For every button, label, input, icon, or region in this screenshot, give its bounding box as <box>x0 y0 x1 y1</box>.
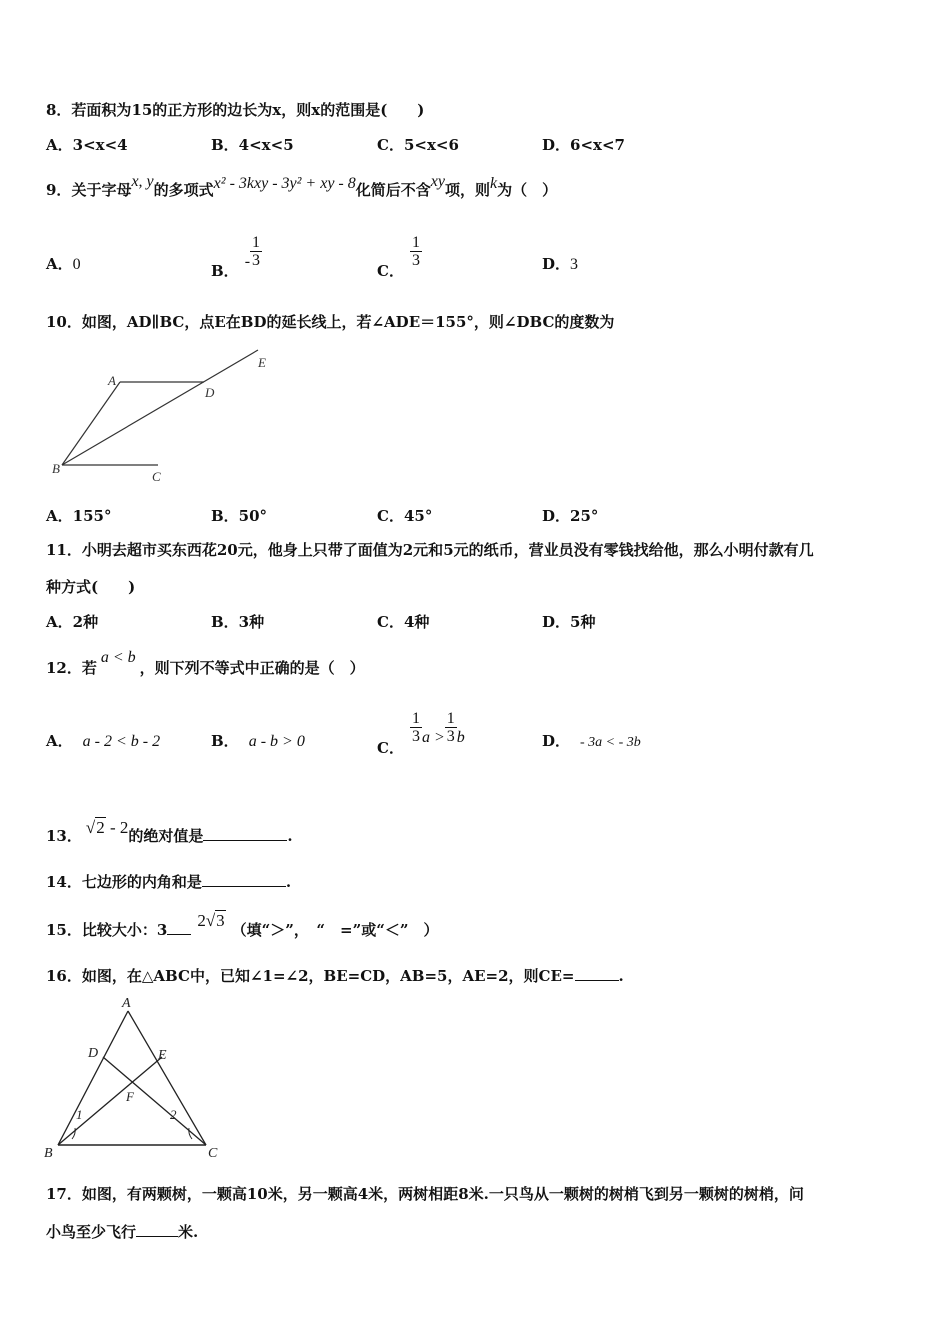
q10-label-c: C <box>152 469 161 484</box>
q10-stem: 10．如图，AD∥BC，点E在BD的延长线上，若∠ADE＝155°，则∠DBC的度数为 <box>46 313 615 331</box>
q12-c-left-numerator: 1 <box>411 710 420 727</box>
q9-term: xy <box>430 173 445 190</box>
q9-value-d: 3 <box>570 256 579 273</box>
q9-polynomial: x² - 3kxy - 3y² + xy - 8 <box>213 175 356 192</box>
q12-fraction-c-left <box>410 710 422 745</box>
q17-stem-line1: 17．如图，有两颗树，一颗高10米，另一颗高4米，两树相距8米.一只鸟从一颗树的树梢飞到另一颗树的树梢，问 <box>46 1185 804 1203</box>
q16-label-d: D <box>88 1046 99 1061</box>
q12-label-d: D． <box>542 732 571 750</box>
q13-num: 13． <box>46 827 82 845</box>
q9-text-5: 为（ ） <box>497 181 558 199</box>
q8-option-a: A．3<x<4 <box>46 136 128 154</box>
q16-segment-cd <box>103 1057 206 1145</box>
q10-label-a: A <box>108 373 116 388</box>
q9-option-b <box>211 232 262 280</box>
q9-label-b: B． <box>211 261 239 280</box>
q9-label-d: D． <box>542 255 571 273</box>
q15-text-1: 15．比较大小：3 <box>46 921 168 939</box>
q16-label-1: 1 <box>76 1107 83 1122</box>
q9-label-c: C． <box>377 261 404 280</box>
q11-option-d: D．5种 <box>542 613 596 631</box>
q13-expression-rest: - 2 <box>105 818 129 837</box>
q13-end: . <box>287 827 293 845</box>
q12-c-end: b <box>456 728 465 746</box>
q12-condition: a < b <box>100 649 136 666</box>
q13-text-2: 的绝对值是 <box>128 827 204 845</box>
q12-stem <box>46 649 365 679</box>
q12-text-2: ，则下列不等式中正确的是（ ） <box>139 659 365 677</box>
q9-value-a: 0 <box>72 256 81 273</box>
q16-label-a: A <box>122 996 131 1011</box>
q14-answer-blank[interactable] <box>202 886 286 887</box>
q15-coefficient: 2 <box>197 911 206 930</box>
q16-text: 16．如图，在△ABC中，已知∠1=∠2，BE=CD，AB=5，AE=2，则CE= <box>46 967 575 985</box>
q12-option-a <box>46 731 160 752</box>
q12-c-right-numerator: 1 <box>446 710 455 727</box>
q12-c-left-denominator: 3 <box>411 728 420 745</box>
q10-option-a: A．155° <box>46 507 112 525</box>
q9-label-a: A． <box>46 255 73 273</box>
q10-option-d: D．25° <box>542 507 599 525</box>
q16-segment-ac <box>128 1011 206 1145</box>
q15-expression: 2√3 <box>197 911 225 930</box>
q10-label-b: B <box>52 461 60 476</box>
q12-option-d <box>542 731 641 753</box>
q12-num: 12．若 <box>46 659 97 677</box>
q9-text-4: 项，则 <box>444 181 490 199</box>
q9-vars: x, y <box>131 173 154 190</box>
q10-segment-ab <box>62 382 120 465</box>
q16-label-f: F <box>126 1089 134 1104</box>
q16-answer-blank[interactable] <box>575 980 619 981</box>
q8-option-b: B．4<x<5 <box>211 136 294 154</box>
q9-text-1: 关于字母 <box>71 181 132 199</box>
q15-text-2: （填“＞”， “ =”或“＜” ） <box>231 921 439 939</box>
q9-b-denominator: 3 <box>252 252 261 269</box>
q9-fraction-b <box>250 234 262 269</box>
q9-text-3: 化简后不含 <box>355 181 431 199</box>
q10-label-e: E <box>258 355 266 370</box>
q17-answer-blank[interactable] <box>136 1236 178 1237</box>
q12-c-right-denominator: 3 <box>446 728 455 745</box>
q12-label-a: A． <box>46 732 73 750</box>
q11-option-b: B．3种 <box>211 613 265 631</box>
q13-expression: √2 - 2 <box>85 818 129 837</box>
q16-figure <box>40 995 230 1165</box>
q16-stem <box>46 966 624 986</box>
q12-expr-b: a - b > 0 <box>248 733 305 750</box>
q9-fraction-c <box>410 234 422 269</box>
q9-sign-b: - <box>244 252 251 270</box>
q9-c-denominator: 3 <box>411 252 420 269</box>
q17-text: 小鸟至少飞行 <box>46 1223 137 1241</box>
q9-option-a <box>46 254 81 275</box>
q15-radicand: 3 <box>216 911 225 930</box>
q10-segment-be <box>62 350 258 465</box>
q16-label-2: 2 <box>170 1107 177 1122</box>
q13-answer-blank[interactable] <box>203 840 287 841</box>
q12-label-b: B． <box>211 732 239 750</box>
q9-text-2: 的多项式 <box>153 181 214 199</box>
q9-option-c <box>377 232 422 280</box>
q8-option-c: C．5<x<6 <box>377 136 459 154</box>
q15-answer-blank[interactable] <box>167 934 191 935</box>
q14-text: 14．七边形的内角和是 <box>46 873 202 891</box>
q11-option-a: A．2种 <box>46 613 99 631</box>
q14-stem <box>46 872 291 892</box>
q12-option-b <box>211 731 305 752</box>
q13-radicand: 2 <box>96 818 105 837</box>
q12-c-middle: a > <box>421 728 445 746</box>
q16-label-b: B <box>44 1146 53 1161</box>
q14-end: . <box>285 873 292 891</box>
q9-k: k <box>490 175 498 192</box>
q12-option-c <box>377 708 465 757</box>
q9-option-d <box>542 254 578 275</box>
q9-c-numerator: 1 <box>411 234 420 251</box>
q17-stem-line2 <box>46 1222 198 1242</box>
q16-segment-be <box>58 1057 162 1145</box>
q17-end: 米. <box>178 1223 199 1241</box>
q10-figure <box>46 345 286 490</box>
q13-stem <box>46 818 293 846</box>
q16-segment-ab <box>58 1011 128 1145</box>
q11-stem-line1: 11．小明去超市买东西花20元，他身上只带了面值为2元和5元的纸币，营业员没有零钱找给他，那么小明付款有几 <box>46 541 814 559</box>
q12-label-c: C． <box>377 738 404 757</box>
q11-stem-line2: 种方式( ) <box>46 578 136 596</box>
q16-label-c: C <box>208 1146 218 1161</box>
q9-b-numerator: 1 <box>252 234 261 251</box>
q16-end: . <box>618 967 624 985</box>
q9-num: 9． <box>46 181 72 199</box>
q11-option-c: C．4种 <box>377 613 430 631</box>
q12-expr-d: - 3a < - 3b <box>580 735 641 750</box>
q15-stem <box>46 911 439 940</box>
q10-label-d: D <box>205 385 215 400</box>
q16-label-e: E <box>158 1048 167 1063</box>
q9-stem <box>46 173 558 201</box>
q8-option-d: D．6<x<7 <box>542 136 625 154</box>
q12-expr-a: a - 2 < b - 2 <box>82 733 161 750</box>
q10-option-b: B．50° <box>211 507 268 525</box>
q16-angle-2-arc <box>189 1128 192 1139</box>
q8-stem: 8．若面积为15的正方形的边长为x，则x的范围是( ) <box>46 101 425 119</box>
q12-fraction-c-right <box>445 710 457 745</box>
q10-option-c: C．45° <box>377 507 433 525</box>
